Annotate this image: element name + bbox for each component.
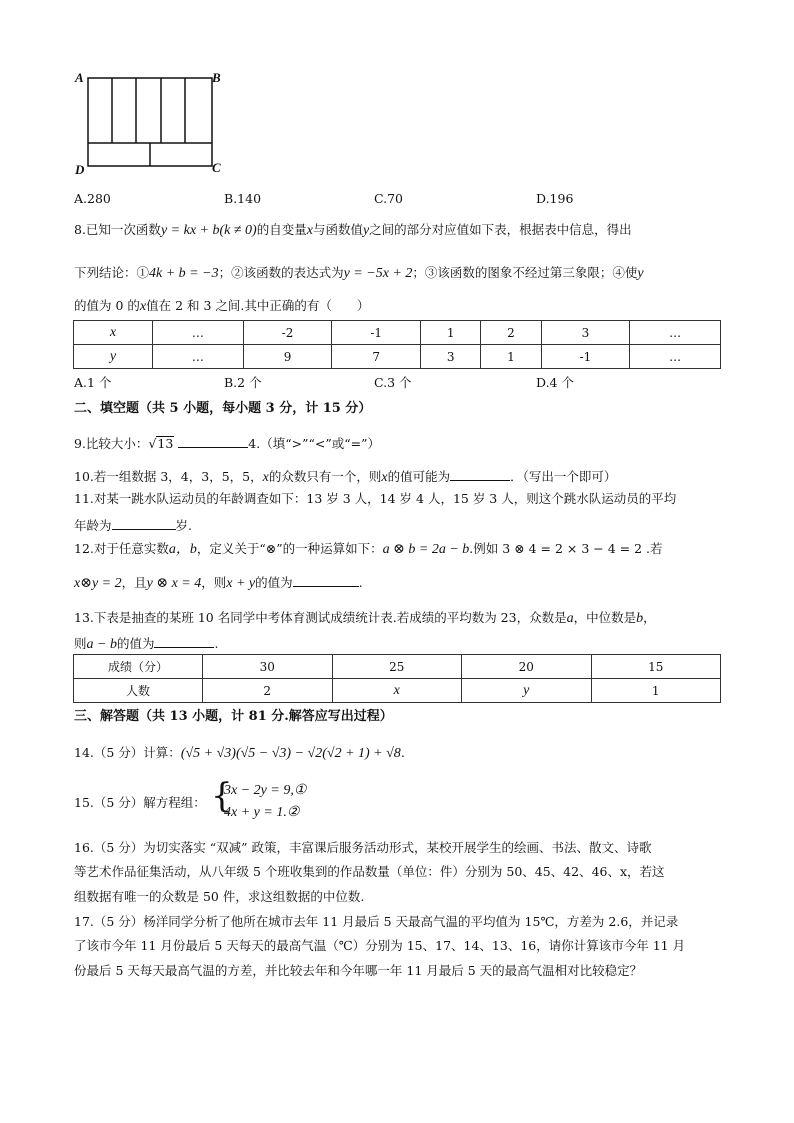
q17-line2: 了该市今年 11 月份最后 5 天每天的最高气温（℃）分别为 15、17、14、13、16，请你计算该市今年 11 月 — [74, 938, 686, 953]
q8-conclusion-1: 4k + b = −3 — [149, 266, 219, 281]
q13-line1 — [74, 610, 656, 627]
q9-radicand: 13 — [157, 436, 174, 451]
q8-table-y-cell: 7 — [332, 345, 421, 369]
q9-answer-blank — [178, 434, 248, 448]
q13-line2 — [74, 634, 218, 653]
q8-table-y-cell: -1 — [541, 345, 630, 369]
q12-end: . — [358, 575, 363, 590]
q8-line3-suffix: 值在 2 和 3 之间.其中正确的有（ ） — [146, 298, 370, 313]
q8-table-x-cell: … — [630, 321, 721, 345]
q15-prefix: 15.（5 分）解方程组： — [74, 795, 206, 810]
q12-answer-blank — [293, 573, 359, 587]
q12-line2 — [74, 573, 363, 592]
q8-table-y-cell: … — [630, 345, 721, 369]
q13-line1-mid: ，中位数是 — [573, 610, 637, 625]
q8-var-x: x — [306, 223, 313, 238]
q8-table-y-label: y — [74, 345, 153, 369]
q7-option-d: D.196 — [536, 191, 574, 206]
q15-equation-1: 3x − 2y = 9,① — [224, 783, 307, 798]
q13-line1-end: ， — [643, 610, 656, 625]
q14-expression: (√5 + √3)(√5 − √3) − √2(√2 + 1) + √8 — [180, 746, 401, 761]
q8-table-y-cell: 9 — [243, 345, 332, 369]
q7-option-a: A.280 — [74, 191, 111, 206]
q8-func: y = kx + b(k ≠ 0) — [160, 223, 257, 238]
corner-label-d: D — [75, 162, 85, 177]
q16-line2: 等艺术作品征集活动，从八年级 5 个班收集到的作品数量（单位：件）分别为 50、45、42、46、x，若这 — [74, 864, 665, 879]
q12-ab: a，b — [168, 542, 197, 557]
q10-end: ．（写出一个即可） — [510, 469, 617, 484]
q13-expr: a − b — [86, 637, 117, 652]
q12-example: .例如 3 ⊗ 4 = 2 × 3 − 4 = 2 .若 — [469, 541, 663, 556]
q8-table-x-cell: 2 — [481, 321, 541, 345]
q16-line3: 组数据有唯一的众数是 50 件，求这组数据的中位数. — [74, 889, 365, 904]
q13-line1-text: 13.下表是抽查的某班 10 名同学中考体育测试成绩统计表.若成绩的平均数为 23，众数是 — [74, 610, 567, 625]
q12-line2-mid2: ，则 — [201, 575, 227, 590]
q8-table — [73, 320, 721, 369]
q10-answer-blank — [450, 467, 510, 481]
q13-var-b: b — [636, 611, 644, 626]
q13-line2-prefix: 则 — [74, 636, 87, 651]
q13-table-score-cell: 25 — [332, 655, 462, 679]
q8-table-y-cell: 1 — [481, 345, 541, 369]
q8-table-x-cell: … — [153, 321, 244, 345]
q13-table-score-cell: 20 — [462, 655, 592, 679]
q9-line — [74, 434, 380, 452]
q12-expr: x + y — [226, 576, 256, 591]
q8-table-x-cell: -2 — [243, 321, 332, 345]
q8-line1-mid: 的自变量 — [256, 222, 307, 237]
q17-line1: 17.（5 分）杨洋同学分析了他所在城市去年 11 月最后 5 天最高气温的平均值为 15℃，方差为 2.6，并记录 — [74, 914, 679, 929]
q12-definition: a ⊗ b = 2a − b — [382, 542, 470, 557]
q9-prefix: 9.比较大小： — [74, 436, 149, 451]
q10-suffix: 的值可能为 — [387, 469, 451, 484]
q7-option-b: B.140 — [224, 191, 262, 206]
q10-var-x: x — [262, 470, 269, 485]
q12-line2-suffix: 的值为 — [255, 575, 293, 590]
q14-end: . — [400, 745, 405, 760]
q13-table-count-cell: y — [462, 679, 592, 703]
q12-line1 — [74, 541, 663, 558]
sqrt-sign: √ — [148, 436, 157, 451]
q8-table-row-x — [74, 321, 721, 345]
q11-line2-suffix: 岁. — [175, 518, 192, 533]
q8-var-y: y — [362, 223, 370, 238]
q13-table-count-label: 人数 — [74, 679, 203, 703]
q8-conclusion-2: y = −5x + 2 — [343, 266, 413, 281]
rectangle-figure-svg — [74, 70, 234, 182]
q13-answer-blank — [154, 634, 214, 648]
q13-table-score-cell: 15 — [591, 655, 721, 679]
q12-line2-mid: ，且 — [121, 575, 147, 590]
q10-var-x-2: x — [381, 470, 388, 485]
q11-line1: 11.对某一跳水队运动员的年龄调查如下：13 岁 3 人，14 岁 4 人，15 岁 3 人，则这个跳水队运动员的平均 — [74, 491, 677, 506]
q8-line1 — [74, 222, 632, 239]
rectangle-figure — [74, 70, 234, 182]
q14-prefix: 14.（5 分）计算： — [74, 745, 181, 760]
q12-eq2: y ⊗ x = 4 — [146, 576, 202, 591]
q9-suffix: 4.（填“>”“<”或“=”） — [248, 436, 380, 451]
q8-line1-suffix: 之间的部分对应值如下表，根据表中信息，得出 — [369, 222, 632, 237]
q7-option-c: C.70 — [374, 191, 403, 206]
q8-option-c: C.3 个 — [374, 375, 412, 390]
q8-line2-sep1: ；②该函数的表达式为 — [218, 265, 344, 280]
q8-table-x-cell: 3 — [541, 321, 630, 345]
q11-answer-blank — [112, 516, 176, 530]
q8-line2-prefix: 下列结论：① — [74, 265, 150, 280]
q8-line1-mid2: 与函数值 — [312, 222, 363, 237]
q8-option-a: A.1 个 — [74, 375, 112, 390]
q8-table-row-y — [74, 345, 721, 369]
q8-var-x-2: x — [139, 299, 147, 314]
q8-table-x-cell: -1 — [332, 321, 421, 345]
q11-line2 — [74, 516, 192, 534]
q13-line2-suffix: 的值为 — [116, 636, 155, 651]
q12-line1-mid: ，定义关于“⊗”的一种运算如下： — [196, 541, 383, 556]
q8-var-y-2: y — [637, 266, 644, 281]
q8-table-x-cell: 1 — [421, 321, 481, 345]
q13-var-a: a — [566, 611, 574, 626]
q13-table — [73, 654, 721, 703]
q8-line1-prefix: 8.已知一次函数 — [74, 222, 161, 237]
q10-line — [74, 467, 616, 486]
q10-mid: 的众数只有一个，则 — [268, 469, 382, 484]
corner-label-a: A — [75, 70, 84, 85]
q15-equation-2: 4x + y = 1.② — [224, 805, 300, 820]
q10-prefix: 10.若一组数据 3，4，3，5，5， — [74, 469, 263, 484]
q8-table-y-cell: … — [153, 345, 244, 369]
q8-table-x-label: x — [74, 321, 153, 345]
q8-line3 — [74, 298, 369, 315]
q12-line1-prefix: 12.对于任意实数 — [74, 541, 169, 556]
q15-brace: { — [211, 776, 233, 816]
q8-line2 — [74, 265, 644, 282]
q11-line2-prefix: 年龄为 — [74, 518, 112, 533]
q12-eq1: x⊗y = 2 — [74, 576, 122, 591]
section3-title: 三、解答题（共 13 小题，计 81 分.解答应写出过程） — [74, 709, 393, 724]
q13-table-row-score — [74, 655, 721, 679]
q13-table-row-count — [74, 679, 721, 703]
q8-option-d: D.4 个 — [536, 375, 574, 390]
q13-table-score-label: 成绩（分） — [74, 655, 203, 679]
q8-option-b: B.2 个 — [224, 375, 262, 390]
q13-table-score-cell: 30 — [203, 655, 333, 679]
q14-line — [74, 745, 405, 762]
section2-title: 二、填空题（共 5 小题，每小题 3 分，计 15 分） — [74, 401, 372, 416]
q17-line3: 份最后 5 天每天最高气温的方差，并比较去年和今年哪一年 11 月最后 5 天的最高气温相对比较稳定？ — [74, 963, 643, 978]
q13-table-count-cell: 1 — [591, 679, 721, 703]
q8-line3-prefix: 的值为 0 的 — [74, 298, 140, 313]
q13-table-count-cell: 2 — [203, 679, 333, 703]
q16-line1: 16.（5 分）为切实落实 “双减” 政策，丰富课后服务活动形式，某校开展学生的绘画、书法、散文、诗歌 — [74, 840, 652, 855]
q13-end: . — [214, 636, 219, 651]
q8-table-y-cell: 3 — [421, 345, 481, 369]
corner-label-c: C — [212, 160, 221, 175]
q13-table-count-cell: x — [332, 679, 462, 703]
corner-label-b: B — [212, 70, 221, 85]
q8-line2-sep2: ；③该函数的图象不经过第三象限；④使 — [412, 265, 638, 280]
